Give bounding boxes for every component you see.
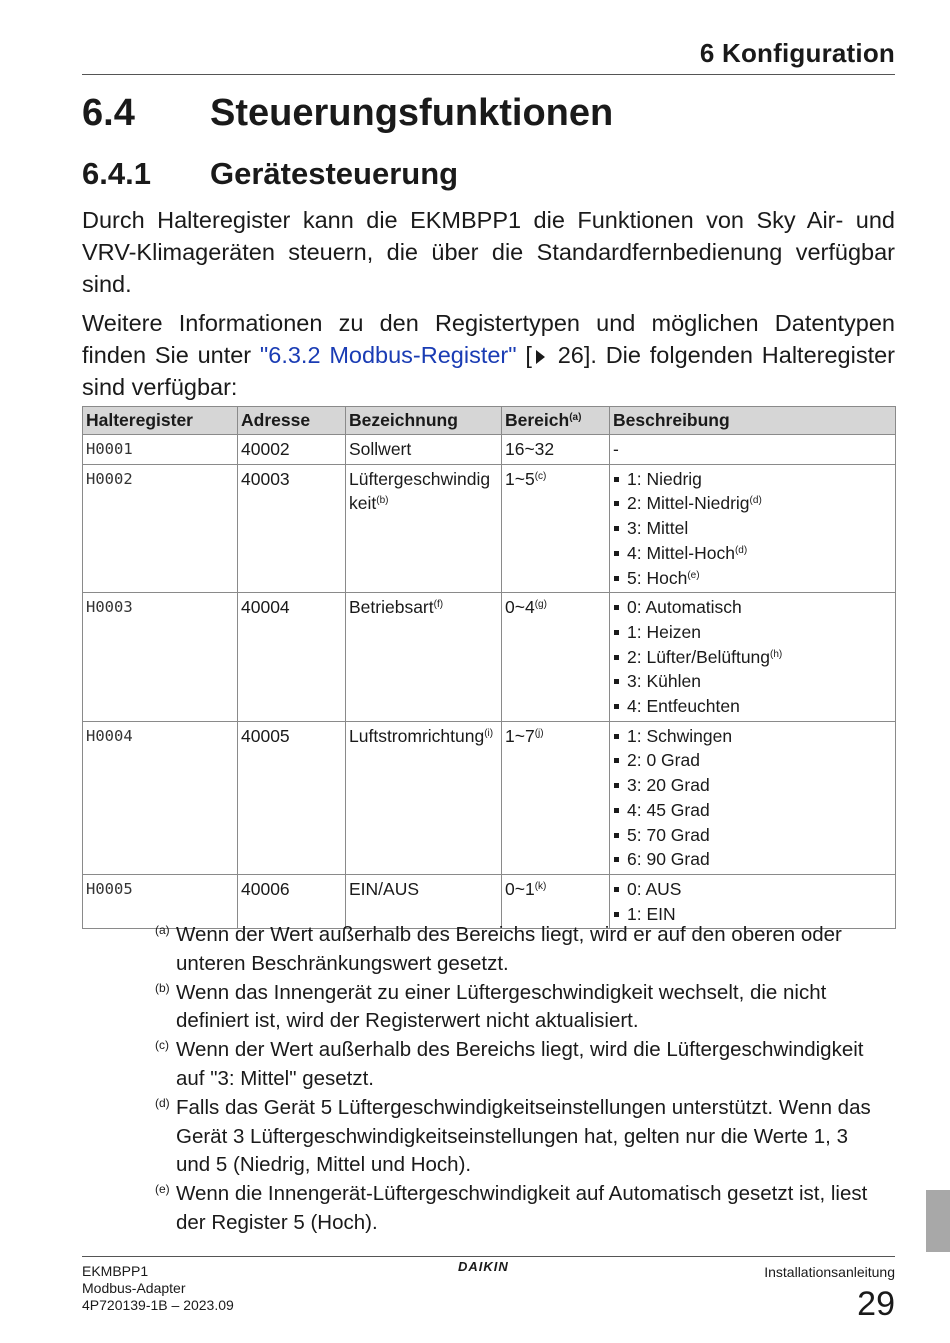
footer-product-type: Modbus-Adapter	[82, 1280, 186, 1296]
footnote-a	[152, 921, 882, 979]
list-item	[613, 847, 892, 872]
range-text: 0~4	[505, 597, 535, 618]
list-item	[613, 491, 892, 516]
name-text: Betriebsart	[349, 597, 434, 618]
footnote-b	[152, 979, 882, 1037]
footnote-mark: (c)	[155, 1038, 169, 1053]
address-cell: 40003	[238, 464, 346, 593]
option-note: (d)	[734, 544, 748, 556]
name-cell	[346, 435, 502, 465]
footnote-text: Falls das Gerät 5 Lüftergeschwindigkeitseinstellungen unterstützt. Wenn das Gerät 3 Lüftergeschwindigkeitseinstellungen hat, gelten nur die Werte 1, 3 und 5 (Niedrig, Mittel und Hoch).	[176, 1095, 871, 1177]
range-note: (k)	[534, 880, 547, 892]
option-text: 1: Schwingen	[627, 725, 733, 746]
name-cell	[346, 593, 502, 722]
list-item	[613, 798, 892, 823]
range-cell	[502, 464, 610, 593]
range-note: (j)	[534, 727, 544, 739]
header-range-label: Bereich	[505, 410, 570, 430]
header-address: Adresse	[238, 407, 346, 435]
option-text: 1: Heizen	[627, 621, 701, 642]
option-list	[613, 877, 892, 926]
header-range-note: (a)	[569, 412, 582, 423]
name-text: Luftstromrichtung	[349, 725, 485, 746]
range-note: (c)	[534, 470, 547, 482]
table-row	[83, 593, 896, 722]
range-text: 0~1	[505, 878, 535, 899]
list-item	[613, 694, 892, 719]
footer-product: EKMBPP1	[82, 1263, 149, 1279]
description-cell	[610, 435, 896, 465]
footnote-mark: (b)	[155, 980, 170, 995]
chapter-side-tab	[926, 1190, 950, 1252]
option-text: 0: Automatisch	[627, 597, 742, 618]
subsection-title: Gerätesteuerung	[210, 156, 459, 191]
list-item	[613, 467, 892, 492]
footnote-text: Wenn der Wert außerhalb des Bereichs liegt, wird er auf den oberen oder unteren Beschränkungswert gesetzt.	[176, 923, 842, 975]
section-heading	[82, 92, 613, 135]
option-text: 5: Hoch	[627, 567, 688, 588]
range-text: 16~32	[505, 439, 555, 459]
name-cell	[346, 721, 502, 874]
register-cell: H0002	[83, 464, 238, 593]
reference-text: Weitere Informationen zu den Registertypen und möglichen Datentypen finden Sie unter	[82, 310, 895, 368]
register-cell: H0003	[83, 593, 238, 722]
register-cell: H0004	[83, 721, 238, 874]
list-item	[613, 516, 892, 541]
address-cell: 40005	[238, 721, 346, 874]
subsection-heading	[82, 156, 458, 192]
table-row	[83, 464, 896, 593]
table-header-row	[83, 407, 896, 435]
name-text: Sollwert	[349, 439, 412, 459]
footnote-d	[152, 1094, 882, 1180]
option-note: (e)	[687, 569, 700, 581]
list-item	[613, 669, 892, 694]
footnote-mark: (d)	[155, 1095, 170, 1110]
option-note: (d)	[749, 495, 762, 507]
address-cell: 40004	[238, 593, 346, 722]
option-list	[613, 595, 892, 719]
footnote-text: Wenn der Wert außerhalb des Bereichs liegt, wird die Lüftergeschwindigkeit auf "3: Mittel" gesetzt.	[176, 1038, 864, 1090]
option-text: 2: 0 Grad	[627, 750, 700, 771]
section-number: 6.4	[82, 92, 135, 134]
header-rule	[82, 74, 895, 75]
description-cell	[610, 721, 896, 874]
option-text: 4: 45 Grad	[627, 799, 710, 820]
option-text: 4: Mittel-Hoch	[627, 542, 735, 563]
option-text: 1: Niedrig	[627, 468, 702, 489]
holding-register-table	[82, 406, 896, 929]
list-item	[613, 645, 892, 670]
name-text: EIN/AUS	[349, 878, 420, 899]
table-row	[83, 435, 896, 465]
page-number: 29	[857, 1285, 895, 1323]
option-text: 3: Mittel	[627, 518, 689, 539]
list-item	[613, 773, 892, 798]
option-note: (h)	[770, 648, 783, 660]
option-text: -	[613, 439, 619, 459]
option-text: 2: Mittel-Niedrig	[627, 493, 750, 514]
footer-doc-type: Installationsanleitung	[764, 1264, 895, 1280]
range-cell	[502, 721, 610, 874]
range-text: 1~5	[505, 468, 535, 489]
register-cell: H0001	[83, 435, 238, 465]
list-item	[613, 566, 892, 591]
list-item	[613, 595, 892, 620]
bracket-open: [	[516, 342, 532, 368]
list-item	[613, 541, 892, 566]
footer-doc-code: 4P720139-1B – 2023.09	[82, 1297, 234, 1313]
reference-paragraph	[82, 307, 895, 403]
list-item	[613, 823, 892, 848]
option-text: 5: 70 Grad	[627, 824, 710, 845]
section-title: Steuerungsfunktionen	[210, 92, 614, 134]
footnote-text: Wenn die Innengerät-Lüftergeschwindigkeit auf Automatisch gesetzt ist, liest der Register 5 (Hoch).	[176, 1182, 868, 1234]
option-list	[613, 467, 892, 591]
footnote-mark: (a)	[155, 923, 170, 937]
name-note: (i)	[484, 727, 494, 739]
header-name: Bezeichnung	[346, 407, 502, 435]
option-text: 3: Kühlen	[627, 671, 701, 692]
intro-paragraph: Durch Halteregister kann die EKMBPP1 die Funktionen von Sky Air- und VRV-Klimageräten steuern, die über die Standardfernbedienung verfügbar sind.	[82, 207, 895, 297]
option-list	[613, 724, 892, 872]
header-range	[502, 407, 610, 435]
list-item	[613, 620, 892, 645]
address-cell: 40006	[238, 874, 346, 928]
option-text: 4: Entfeuchten	[627, 696, 740, 717]
list-item	[613, 724, 892, 749]
footnote-c	[152, 1036, 882, 1094]
description-cell	[610, 593, 896, 722]
footnote-text: Wenn das Innengerät zu einer Lüftergeschwindigkeit wechselt, die nicht definiert ist, wird der Registerwert nicht aktualisiert.	[176, 980, 827, 1033]
description-cell	[610, 464, 896, 593]
footnote-mark: (e)	[155, 1182, 170, 1197]
table-row	[83, 721, 896, 874]
range-cell	[502, 593, 610, 722]
option-text: 2: Lüfter/Belüftung	[627, 646, 771, 667]
footer-rule	[82, 1256, 895, 1257]
header-description: Beschreibung	[610, 407, 896, 435]
range-cell	[502, 435, 610, 465]
page-reference-icon	[536, 350, 545, 364]
footnotes	[152, 921, 882, 1238]
name-note: (b)	[376, 495, 389, 507]
footer-product-info	[82, 1263, 234, 1314]
footnote-e	[152, 1180, 882, 1238]
option-text: 1: EIN	[627, 903, 676, 924]
address-cell: 40002	[238, 435, 346, 465]
range-note: (g)	[534, 599, 547, 611]
subsection-number: 6.4.1	[82, 156, 151, 191]
option-text: 3: 20 Grad	[627, 775, 710, 796]
header-register: Halteregister	[83, 407, 238, 435]
register-cell: H0005	[83, 874, 238, 928]
list-item	[613, 877, 892, 902]
page-reference-text: 26]. Die folgenden Halteregister sind verfügbar:	[82, 342, 895, 400]
name-note: (f)	[433, 599, 444, 611]
name-cell	[346, 464, 502, 593]
name-text: Lüftergeschwindigkeit	[349, 468, 491, 514]
modbus-register-link[interactable]: "6.3.2 Modbus-Register"	[259, 342, 517, 368]
range-text: 1~7	[505, 725, 535, 746]
chapter-header: 6 Konfiguration	[699, 38, 895, 68]
list-item	[613, 748, 892, 773]
daikin-logo: DAIKIN	[458, 1259, 509, 1274]
option-text: 0: AUS	[627, 878, 682, 899]
option-text: 6: 90 Grad	[627, 849, 710, 870]
